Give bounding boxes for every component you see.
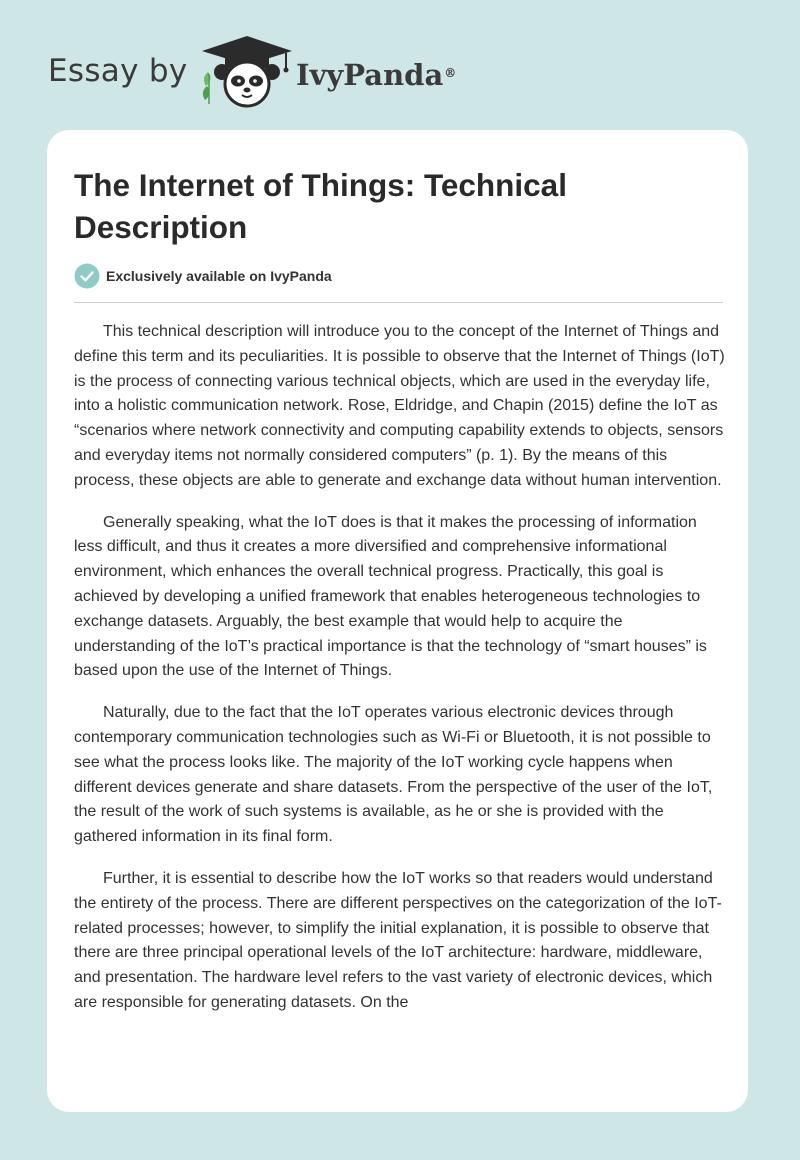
- paragraph: Naturally, due to the fact that the IoT operates various electronic devices through contemporary communication technologies such as Wi-Fi or Bluetooth, it is not possible to see what the process looks like. The majority of the IoT working cycle happens when different devices generate and share datasets. From the perspective of the user of the IoT, the result of the work of such systems is available, as he or she is provided with the gathered information in its final form.: [74, 704, 713, 846]
- essay-card: [47, 130, 748, 1112]
- divider: [74, 302, 723, 303]
- essay-body: [74, 320, 726, 1033]
- paragraph: Generally speaking, what the IoT does is that it makes the processing of information less difficult, and thus it creates a more diversified and comprehensive informational environment, which enhances the overall technical progress. Practically, this goal is achieved by developing a unified framework that enables heterogeneous technologies to exchange datasets. Arguably, the best example that would help to acquire the understanding of the IoT’s practical importance is that the technology of “smart houses” is based upon the use of the Internet of Things.: [74, 513, 707, 680]
- paragraph: Further, it is essential to describe how the IoT works so that readers would understand the entirety of the process. There are different perspectives on the categorization of the IoT-related processes; however, to simplify the initial explanation, it is possible to observe that there are three principal operational levels of the IoT architecture: hardware, middleware, and presentation. The hardware level refers to the vast variety of electronic devices, which are responsible for generating datasets. On the: [74, 869, 722, 1011]
- site-header: [0, 0, 800, 130]
- exclusive-badge: [74, 263, 332, 289]
- brand-name[interactable]: IvyPanda®: [296, 58, 457, 92]
- paragraph: This technical description will introduce you to the concept of the Internet of Things and define this term and its peculiarities. It is possible to observe that the Internet of Things (IoT) is the process of connecting various technical objects, which are used in the everyday life, into a holistic communication network. Rose, Eldridge, and Chapin (2015) define the IoT as “scenarios where network connectivity and computing capability extends to objects, sensors and everyday items not normally considered computers” (p. 1). By the means of this process, these objects are able to generate and exchange data without human intervention.: [74, 323, 725, 489]
- check-circle-icon: [74, 263, 100, 289]
- exclusive-label: Exclusively available on IvyPanda: [106, 268, 332, 284]
- essay-title: The Internet of Things: Technical Description: [74, 167, 567, 245]
- panda-graduate-icon[interactable]: [200, 34, 294, 108]
- registered-mark: ®: [444, 66, 457, 80]
- brand-prefix: Essay by: [48, 53, 188, 89]
